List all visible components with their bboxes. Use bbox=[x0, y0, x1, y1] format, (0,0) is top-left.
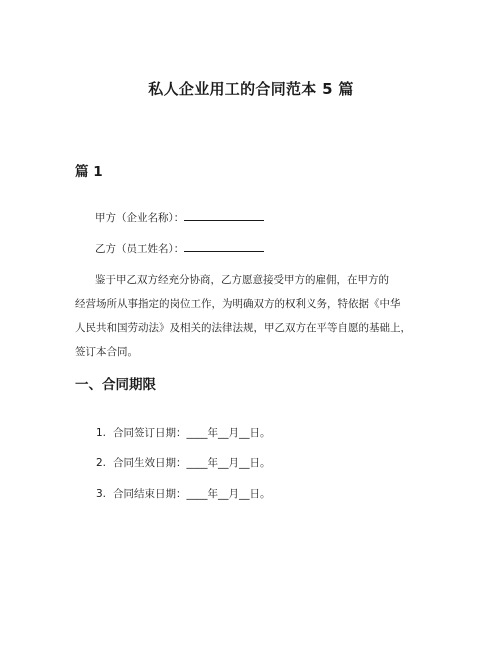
party-b-line bbox=[95, 241, 264, 256]
article-1-heading: 一、合同期限 bbox=[75, 377, 156, 393]
party-a-label: 甲方（企业名称）： bbox=[95, 212, 185, 224]
term-item-text: 合同签订日期：____年__月__日。 bbox=[113, 427, 271, 439]
party-a-blank bbox=[184, 210, 264, 221]
party-a-line bbox=[95, 210, 264, 225]
section-heading-1: 篇 1 bbox=[75, 164, 103, 180]
term-item-2 bbox=[96, 455, 271, 470]
intro-paragraph bbox=[75, 268, 445, 364]
term-item-3 bbox=[96, 486, 271, 501]
term-item-number: 2. bbox=[96, 457, 107, 469]
party-b-blank bbox=[184, 241, 264, 252]
term-item-number: 3. bbox=[96, 488, 107, 500]
intro-line: 签订本合同。 bbox=[75, 346, 138, 358]
term-item-text: 合同结束日期：____年__月__日。 bbox=[113, 488, 271, 500]
party-b-label: 乙方（员工姓名）： bbox=[95, 243, 185, 255]
document-title: 私人企业用工的合同范本 5 篇 bbox=[148, 80, 354, 98]
intro-line: 鉴于甲乙双方经充分协商，乙方愿意接受甲方的雇佣，在甲方的 bbox=[95, 274, 389, 286]
term-item-1 bbox=[96, 425, 271, 440]
term-item-number: 1. bbox=[96, 427, 107, 439]
intro-line: 人民共和国劳动法》及相关的法律法规，甲乙双方在平等自愿的基础上， bbox=[75, 322, 411, 334]
intro-line: 经营场所从事指定的岗位工作，为明确双方的权利义务，特依据《中华 bbox=[75, 298, 401, 310]
term-item-text: 合同生效日期：____年__月__日。 bbox=[113, 457, 271, 469]
